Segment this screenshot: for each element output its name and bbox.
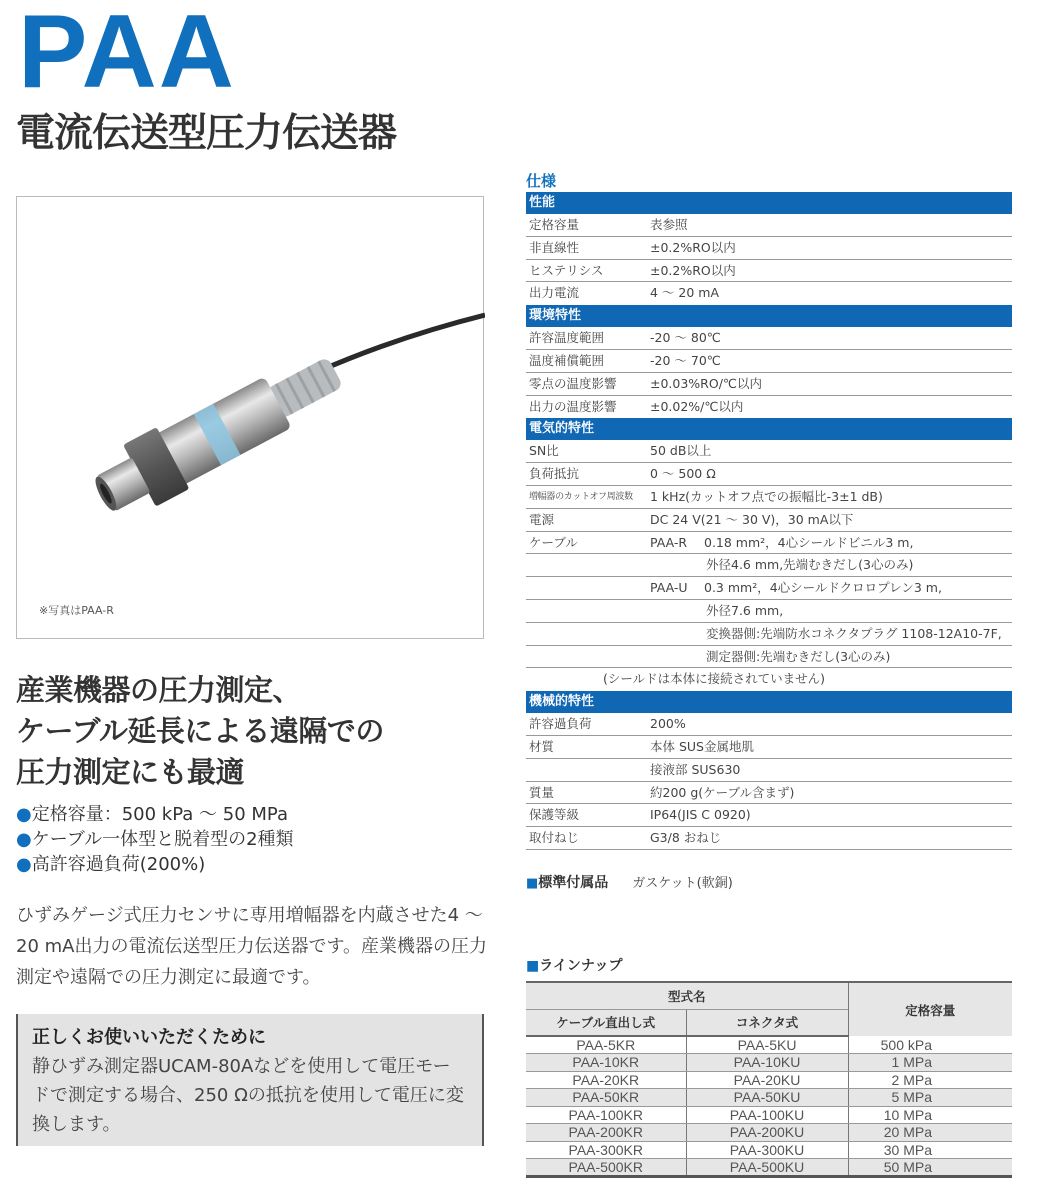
bullet-dot-icon: ● (16, 829, 32, 850)
table-row: PAA-50KR PAA-50KU 5 MPa (526, 1089, 1012, 1107)
notice-title: 正しくお使いいただくために (32, 1027, 266, 1048)
headline-line: 産業機器の圧力測定、 (16, 673, 302, 707)
accessories-value: ガスケット(軟銅) (632, 876, 733, 891)
spec-row: ヒステリシス ±0.2%RO以内 (526, 260, 1012, 283)
spec-row: 変換器側:先端防水コネクタプラグ 1108-12A10-7F, (526, 623, 1012, 646)
headline (16, 670, 384, 793)
usage-notice (16, 1014, 484, 1146)
product-name: 電流伝送型圧力伝送器 (16, 111, 397, 156)
table-row: PAA-300KR PAA-300KU 30 MPa (526, 1141, 1012, 1159)
pressure-transmitter-image (17, 197, 485, 640)
spec-row: 質量 約200 g(ケーブル含まず) (526, 782, 1012, 805)
headline-line: 圧力測定にも最適 (16, 755, 245, 789)
table-row: PAA-100KR PAA-100KU 10 MPa (526, 1106, 1012, 1124)
feature-list (16, 802, 294, 877)
header-cable-type: ケーブル直出し式 (526, 1009, 686, 1036)
spec-row: 許容過負荷 200% (526, 713, 1012, 736)
section-header-mechanical: 機械的特性 (526, 691, 1012, 713)
spec-row: 電源 DC 24 V(21 ～ 30 V)，30 mA以下 (526, 509, 1012, 532)
section-header-environment: 環境特性 (526, 305, 1012, 327)
spec-row: 接液部 SUS630 (526, 759, 1012, 782)
spec-row: 取付ねじ G3/8 おねじ (526, 827, 1012, 850)
spec-table (526, 170, 1012, 850)
standard-accessories (526, 872, 733, 892)
table-row: PAA-500KR PAA-500KU 50 MPa (526, 1159, 1012, 1177)
spec-row: 増幅器のカットオフ周波数 1 kHz(カットオフ点での振幅比-3±1 dB) (526, 486, 1012, 509)
bullet-dot-icon: ● (16, 854, 32, 875)
lineup-table (526, 981, 1012, 1178)
square-marker-icon: ■ (526, 876, 539, 891)
square-marker-icon: ■ (526, 958, 540, 974)
feature-item: ●高許容過負荷(200%) (16, 854, 206, 875)
header-rated-capacity: 定格容量 (848, 982, 1012, 1036)
feature-item: ●定格容量：500 kPa ～ 50 MPa (16, 804, 288, 825)
headline-line: ケーブル延長による遠隔での (16, 714, 384, 748)
spec-row: PAA-U 0.3 mm²，4心シールドクロロプレン3 m, (526, 577, 1012, 600)
spec-row: 許容温度範囲 -20 ～ 80℃ (526, 327, 1012, 350)
spec-row: SN比 50 dB以上 (526, 440, 1012, 463)
notice-body: 静ひずみ測定器UCAM-80Aなどを使用して電圧モードで測定する場合、250 Ωの抵抗を使用して電圧に変換します。 (32, 1056, 464, 1135)
spec-row: 保護等級 IP64(JIS C 0920) (526, 804, 1012, 827)
product-photo (16, 196, 484, 639)
table-row: PAA-5KR PAA-5KU 500 kPa (526, 1036, 1012, 1054)
spec-row: 材質 本体 SUS金属地肌 (526, 736, 1012, 759)
spec-row: 外径7.6 mm, (526, 600, 1012, 623)
feature-item: ●ケーブル一体型と脱着型の2種類 (16, 829, 294, 850)
bullet-dot-icon: ● (16, 804, 32, 825)
product-description: ひずみゲージ式圧力センサに専用増幅器を内蔵させた4 ～ 20 mA出力の電流伝送型圧力伝送器です。産業機器の圧力測定や遠隔での圧力測定に最適です。 (16, 905, 488, 988)
spec-row: 外径4.6 mm,先端むきだし(3心のみ) (526, 554, 1012, 577)
header-connector-type: コネクタ式 (686, 1009, 848, 1036)
table-row: PAA-200KR PAA-200KU 20 MPa (526, 1124, 1012, 1142)
lineup-title: ■ラインナップ (526, 958, 623, 974)
spec-title: 仕様 (526, 172, 557, 190)
spec-row: 測定器側:先端むきだし(3心のみ) (526, 646, 1012, 669)
spec-row: 出力の温度影響 ±0.02%/℃以内 (529, 398, 744, 414)
table-row: PAA-20KR PAA-20KU 2 MPa (526, 1071, 1012, 1089)
spec-row: 零点の温度影響 ±0.03%RO/℃以内 (526, 373, 1012, 396)
accessories-label: 標準付属品 (538, 875, 609, 891)
section-header-performance: 性能 (526, 192, 1012, 214)
section-header-electrical: 電気的特性 (526, 418, 1012, 440)
spec-row: 出力電流 4 ～ 20 mA (529, 285, 720, 301)
photo-caption: ※写真はPAA-R (39, 604, 114, 617)
header-model-name: 型式名 (526, 982, 848, 1009)
spec-row: 負荷抵抗 0 ～ 500 Ω (526, 463, 1012, 486)
product-model-title: PAA (18, 0, 236, 110)
spec-row: 定格容量 表参照 (526, 214, 1012, 237)
spec-row: 非直線性 ±0.2%RO以内 (526, 237, 1012, 260)
spec-row: ケーブル PAA-R 0.18 mm²，4心シールドビニル3 m, (526, 532, 1012, 555)
spec-row: (シールドは本体に接続されていません) (602, 671, 825, 687)
spec-row: 温度補償範囲 -20 ～ 70℃ (526, 350, 1012, 373)
table-row: PAA-10KR PAA-10KU 1 MPa (526, 1054, 1012, 1072)
